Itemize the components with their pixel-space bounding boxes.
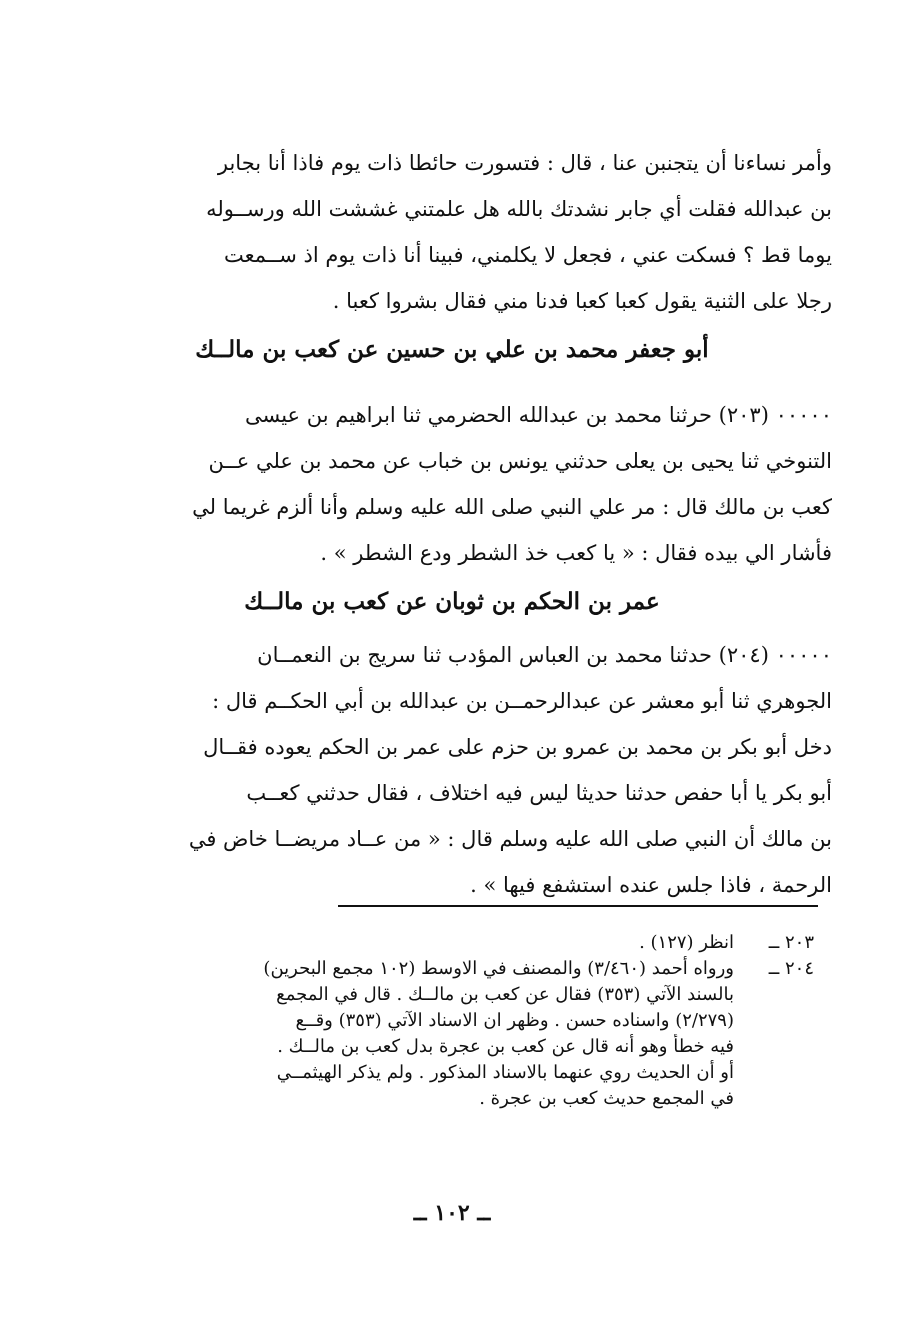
text-line: بن عبدالله فقلت أي جابر نشدتك بالله هل علمتني غششت الله ورســوله [206,197,832,221]
text-line: يوما قط ؟ فسكت عني ، فجعل لا يكلمني، فبينا أنا ذات يوم اذ ســمعت [224,243,832,267]
page-number: ــ ١٠٢ ــ [413,1200,491,1226]
section-heading: أبو جعفر محمد بن علي بن حسين عن كعب بن مالــك [195,336,709,363]
text-line: ٠٠٠٠٠ (٢٠٤) حدثنا محمد بن العباس المؤدب ثنا سريج بن النعمــان [257,643,832,667]
footnote-line: فيه خطأ وهو أنه قال عن كعب بن عجرة بدل كعب بن مالــك . [277,1036,734,1057]
text-line: دخل أبو بكر بن محمد بن عمرو بن حزم على عمر بن الحكم يعوده فقــال [203,735,832,759]
paragraph-continuation [127,140,832,324]
footnote-line: ورواه أحمد (٣/٤٦٠) والمصنف في الاوسط (١٠٢ مجمع البحرين) [263,958,734,979]
footnote-number: ٢٠٤ ــ [768,958,814,979]
footnote-divider [338,905,818,907]
hadith-204 [127,632,832,908]
footnote-line: بالسند الآتي (٣٥٣) فقال عن كعب بن مالــك . قال في المجمع [276,984,734,1005]
footnote-number: ٢٠٣ ــ [768,932,814,953]
footnotes [84,930,814,1112]
footnote-204 [84,956,814,1112]
footnote-line: أو أن الحديث روي عنهما بالاسناد المذكور . ولم يذكر الهيثمــي [276,1062,734,1083]
text-line: الجوهري ثنا أبو معشر عن عبدالرحمــن بن عبدالله بن أبي الحكــم قال : [212,689,832,713]
text-line: رجلا على الثنية يقول كعبا كعبا فدنا مني فقال بشروا كعبا . [332,289,832,313]
text-line: أبو بكر يا أبا حفص حدثنا حديثا ليس فيه اختلاف ، فقال حدثني كعــب [246,781,832,805]
text-line: كعب بن مالك قال : مر علي النبي صلى الله عليه وسلم وأنا ألزم غريما لي [192,495,832,519]
footnote-line: (٢/٢٧٩) واسناده حسن . وظهر ان الاسناد الآتي (٣٥٣) وقــع [295,1010,734,1031]
text-line: فأشار الي بيده فقال : « يا كعب خذ الشطر ودع الشطر » . [320,541,832,565]
hadith-203 [127,392,832,576]
text-line: التنوخي ثنا يحيى بن يعلى حدثني يونس بن خباب عن محمد بن علي عــن [208,449,832,473]
footnote-line: في المجمع حديث كعب بن عجرة . [479,1088,734,1109]
text-line: وأمر نساءنا أن يتجنبن عنا ، قال : فتسورت حائطا ذات يوم فاذا أنا بجابر [217,151,832,175]
section-heading: عمر بن الحكم بن ثوبان عن كعب بن مالــك [244,588,660,615]
footnote-line: انظر (١٢٧) . [639,932,734,953]
text-line: بن مالك أن النبي صلى الله عليه وسلم قال : « من عــاد مريضــا خاض في [188,827,832,851]
footnote-203 [84,930,814,956]
text-line: ٠٠٠٠٠ (٢٠٣) حرثنا محمد بن عبدالله الحضرمي ثنا ابراهيم بن عيسى [244,403,832,427]
text-line: الرحمة ، فاذا جلس عنده استشفع فيها » . [470,873,832,897]
